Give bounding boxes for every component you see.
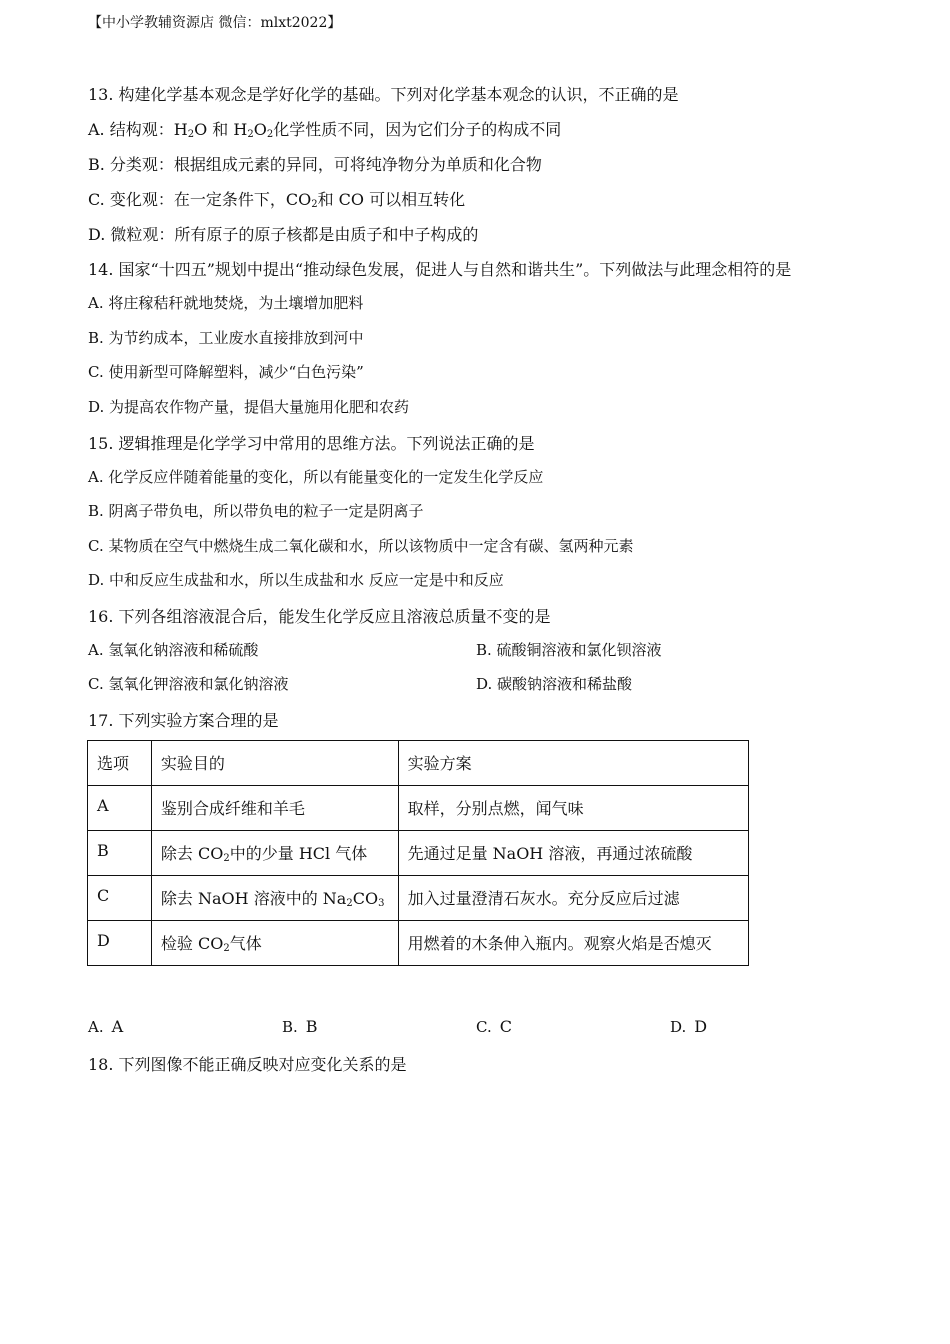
question-17-answer-a xyxy=(88,1017,123,1036)
cell-plan: 取样，分别点燃，闻气味 xyxy=(398,786,748,831)
purpose-subscript: 2 xyxy=(223,943,230,954)
purpose-text: 除去 NaOH 溶液中的 Na xyxy=(160,889,347,908)
q13c-rest: 和 CO 可以相互转化 xyxy=(317,190,466,209)
question-17-answer-c xyxy=(476,1017,512,1036)
q13a-formula-part: H xyxy=(173,120,188,139)
purpose-text: 气体 xyxy=(229,934,262,953)
cell-purpose xyxy=(151,921,398,966)
q13a-subscript: 2 xyxy=(266,129,274,140)
question-14-option-b: B. 为节约成本，工业废水直接排放到河中 xyxy=(88,329,364,347)
answer-value: A xyxy=(111,1017,124,1036)
question-16-option-a: A. 氢氧化钠溶液和稀硫酸 xyxy=(88,641,259,659)
purpose-text: 中的少量 HCl 气体 xyxy=(229,844,368,863)
table-header-row xyxy=(88,741,749,786)
question-16-stem: 16. 下列各组溶液混合后，能发生化学反应且溶液总质量不变的是 xyxy=(88,607,551,626)
header-cell-option: 选项 xyxy=(88,741,152,786)
table-row xyxy=(88,876,749,921)
question-15-option-d: D. 中和反应生成盐和水，所以生成盐和水 反应一定是中和反应 xyxy=(88,571,504,589)
table-row xyxy=(88,921,749,966)
question-13-option-a xyxy=(88,117,561,140)
purpose-text: 检验 CO xyxy=(160,934,224,953)
purpose-subscript: 3 xyxy=(378,898,385,909)
question-17-answer-d xyxy=(670,1017,707,1036)
question-17-stem: 17. 下列实验方案合理的是 xyxy=(88,711,279,730)
question-15-option-b: B. 阴离子带负电，所以带负电的粒子一定是阴离子 xyxy=(88,502,424,520)
question-14-option-d: D. 为提高农作物产量，提倡大量施用化肥和农药 xyxy=(88,398,410,416)
q13a-prefix: A. 结构观： xyxy=(88,120,174,139)
q13a-formula-part: O xyxy=(253,120,267,139)
cell-plan: 加入过量澄清石灰水。充分反应后过滤 xyxy=(398,876,748,921)
question-13-option-d: D. 微粒观：所有原子的原子核都是由质子和中子构成的 xyxy=(88,225,479,244)
answer-value: C xyxy=(499,1017,512,1036)
q13a-subscript: 2 xyxy=(247,129,254,140)
q13c-prefix: C. 变化观：在一定条件下，CO xyxy=(88,190,312,209)
question-14-option-c: C. 使用新型可降解塑料，减少“白色污染” xyxy=(88,363,364,381)
question-16-option-c: C. 氢氧化钾溶液和氯化钠溶液 xyxy=(88,675,289,693)
cell-purpose xyxy=(151,831,398,876)
answer-label: B. xyxy=(282,1018,298,1036)
cell-option: D xyxy=(88,921,152,966)
header-cell-purpose: 实验目的 xyxy=(151,741,398,786)
question-13-stem: 13. 构建化学基本观念是学好化学的基础。下列对化学基本观念的认识，不正确的是 xyxy=(88,85,679,104)
purpose-text: CO xyxy=(352,889,379,908)
purpose-subscript: 2 xyxy=(346,898,353,909)
question-18-stem: 18. 下列图像不能正确反映对应变化关系的是 xyxy=(88,1055,407,1074)
q13a-rest: 化学性质不同，因为它们分子的构成不同 xyxy=(273,120,562,139)
answer-value: B xyxy=(305,1017,318,1036)
q13a-subscript: 2 xyxy=(187,129,195,140)
purpose-subscript: 2 xyxy=(223,853,230,864)
table-row xyxy=(88,831,749,876)
question-14-option-a: A. 将庄稼秸秆就地焚烧，为土壤增加肥料 xyxy=(88,294,364,312)
cell-option: A xyxy=(88,786,152,831)
cell-plan: 用燃着的木条伸入瓶内。观察火焰是否熄灭 xyxy=(398,921,748,966)
purpose-text: 除去 CO xyxy=(160,844,224,863)
header-cell-plan: 实验方案 xyxy=(398,741,748,786)
cell-plan: 先通过足量 NaOH 溶液，再通过浓硫酸 xyxy=(398,831,748,876)
table-row xyxy=(88,786,749,831)
question-15-stem: 15. 逻辑推理是化学学习中常用的思维方法。下列说法正确的是 xyxy=(88,434,535,453)
q13a-formula-part: O 和 H xyxy=(194,120,248,139)
question-14-stem: 14. 国家“十四五”规划中提出“推动绿色发展，促进人与自然和谐共生”。下列做法与此理念相符的是 xyxy=(88,260,792,279)
answer-label: C. xyxy=(476,1018,492,1036)
question-13-option-b: B. 分类观：根据组成元素的异同，可将纯净物分为单质和化合物 xyxy=(88,155,542,174)
page-header: 【中小学教辅资源店 微信：mlxt2022】 xyxy=(88,15,342,31)
answer-label: D. xyxy=(670,1018,687,1036)
question-13-option-c xyxy=(88,187,465,210)
question-16-option-b: B. 硫酸铜溶液和氯化钡溶液 xyxy=(476,641,662,659)
cell-option: C xyxy=(88,876,152,921)
cell-option: B xyxy=(88,831,152,876)
question-15-option-a: A. 化学反应伴随着能量的变化，所以有能量变化的一定发生化学反应 xyxy=(88,468,544,486)
question-16-option-d: D. 碳酸钠溶液和稀盐酸 xyxy=(476,675,633,693)
question-15-option-c: C. 某物质在空气中燃烧生成二氧化碳和水，所以该物质中一定含有碳、氢两种元素 xyxy=(88,537,634,555)
q13c-subscript: 2 xyxy=(311,199,318,210)
cell-purpose xyxy=(151,876,398,921)
experiment-plan-table xyxy=(87,740,749,966)
answer-label: A. xyxy=(88,1018,104,1036)
cell-purpose: 鉴别合成纤维和羊毛 xyxy=(151,786,398,831)
answer-value: D xyxy=(694,1017,708,1036)
question-17-answer-b xyxy=(282,1017,318,1036)
